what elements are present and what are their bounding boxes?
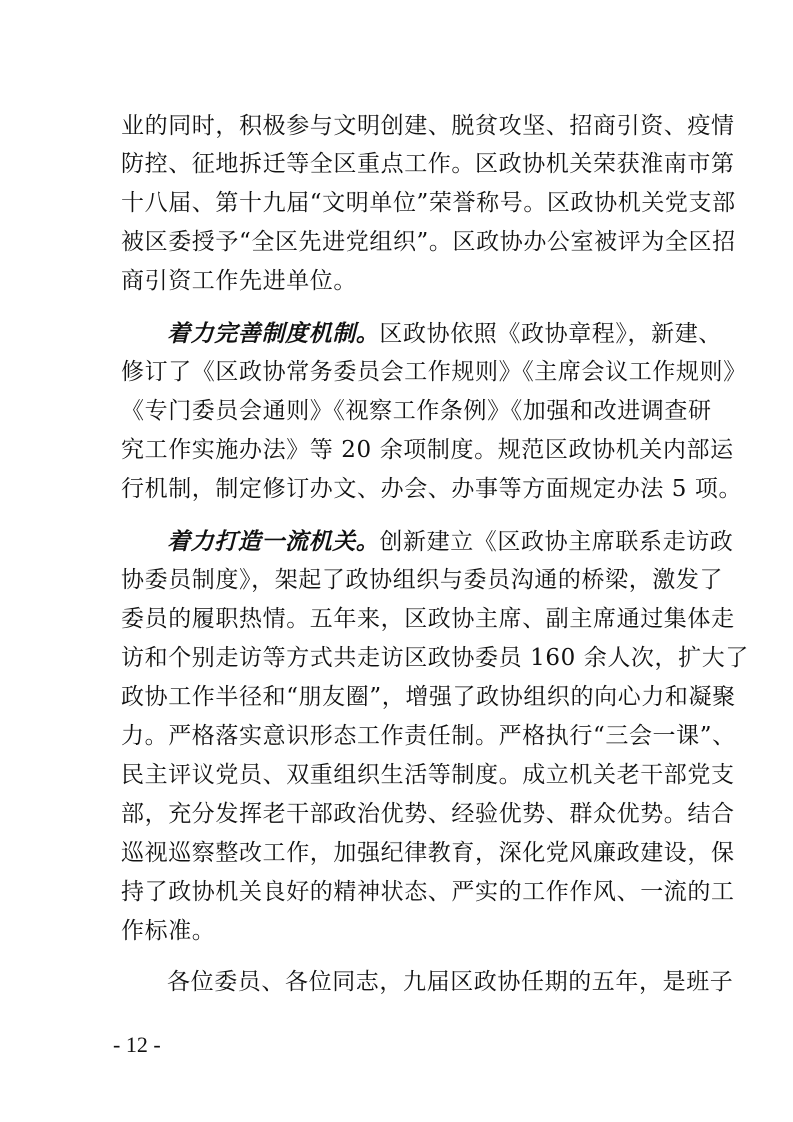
paragraph-3-line-9: 巡视巡察整改工作，加强纪律教育，深化党风廉政建设，保 — [121, 840, 735, 866]
paragraph-3-line-2: 协委员制度》，架起了政协组织与委员沟通的桥梁，激发了 — [121, 567, 724, 593]
paragraph-2-line-1-text: 区政协依照《政协章程》，新建、 — [379, 321, 722, 347]
paragraph-3-line-8: 部，充分发挥老干部政治优势、经验优势、群众优势。结合 — [121, 801, 735, 827]
paragraph-3-line-1-text: 创新建立《区政协主席联系走访政 — [379, 529, 734, 555]
paragraph-3-line-10: 持了政协机关良好的精神状态、严实的工作作风、一流的工 — [121, 879, 735, 905]
paragraph-3-heading: 着力打造一流机关。 — [167, 529, 380, 555]
paragraph-2-line-2: 修订了《区政协常务委员会工作规则》《主席会议工作规则》 — [121, 359, 747, 385]
paragraph-2-line-3: 《专门委员会通则》《视察工作条例》《加强和改进调查研 — [121, 398, 712, 424]
paragraph-1-line-1: 业的同时，积极参与文明创建、脱贫攻坚、招商引资、疫情 — [121, 113, 735, 139]
paragraph-1-line-3: 十八届、第十九届“文明单位”荣誉称号。区政协机关党支部 — [121, 190, 736, 216]
paragraph-3-line-4: 访和个别走访等方式共走访区政协委员 160 余人次，扩大了 — [121, 645, 749, 671]
page-number: - 12 - — [113, 1032, 161, 1057]
paragraph-3-line-11: 作标准。 — [121, 918, 216, 944]
paragraph-3-line-5: 政协工作半径和“朋友圈”，增强了政协组织的向心力和凝聚 — [121, 684, 736, 710]
paragraph-3-line-6: 力。严格落实意识形态工作责任制。严格执行“三会一课”、 — [121, 723, 736, 749]
paragraph-4-line-1: 各位委员、各位同志，九届区政协任期的五年，是班子 — [167, 969, 734, 995]
paragraph-3-line-3: 委员的履职热情。五年来，区政协主席、副主席通过集体走 — [121, 606, 735, 632]
paragraph-1-line-4: 被区委授予“全区先进党组织”。区政协办公室被评为全区招 — [121, 229, 736, 255]
paragraph-3-line-7: 民主评议党员、双重组织生活等制度。成立机关老干部党支 — [121, 762, 735, 788]
paragraph-2-line-1 — [167, 320, 722, 349]
paragraph-3-line-1 — [167, 528, 734, 557]
paragraph-1-line-2: 防控、征地拆迁等全区重点工作。区政协机关荣获淮南市第 — [121, 151, 735, 177]
paragraph-2-heading: 着力完善制度机制。 — [167, 321, 380, 347]
paragraph-1-line-5: 商引资工作先进单位。 — [121, 268, 357, 294]
paragraph-2-line-4: 究工作实施办法》等 20 余项制度。规范区政协机关内部运 — [121, 437, 734, 463]
paragraph-2-line-5: 行机制，制定修订办文、办会、办事等方面规定办法 5 项。 — [121, 476, 743, 502]
